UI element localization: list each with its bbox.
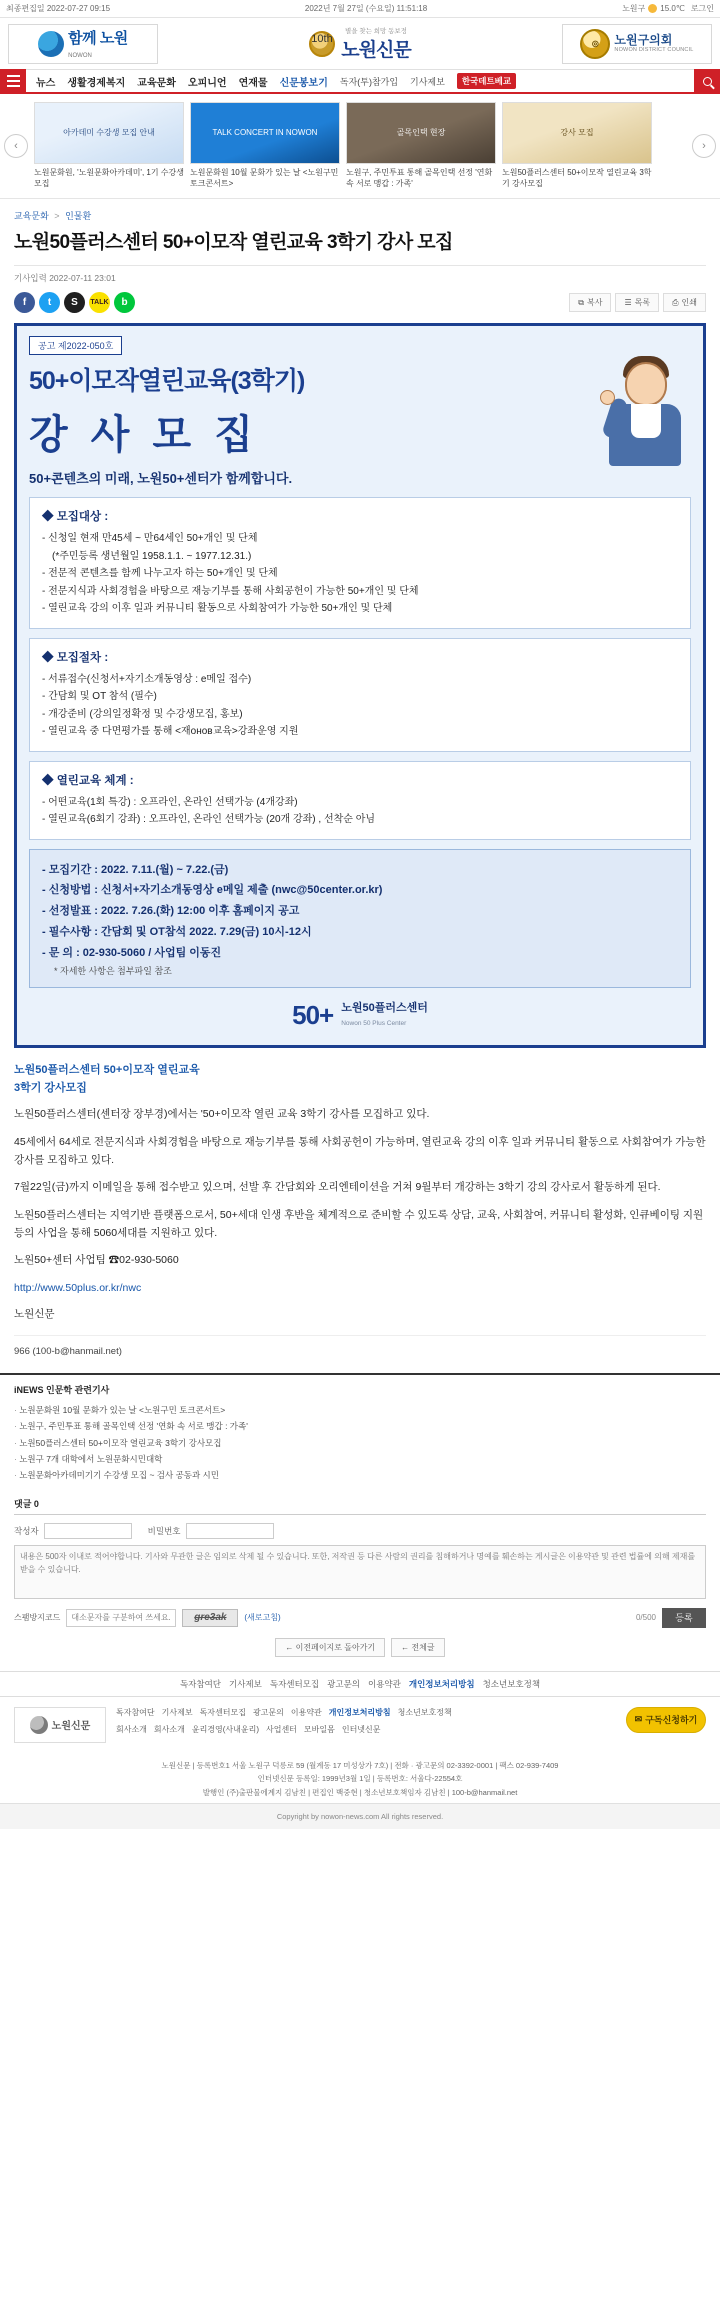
footer-link-ethics[interactable]: 윤리경영(사내윤리) <box>191 1724 259 1734</box>
article-lead <box>14 1062 706 1097</box>
captcha-refresh-link[interactable]: (새로고침) <box>244 1613 281 1623</box>
back-to-previous-link[interactable]: ← 이전페이지로 돌아가기 <box>275 1638 385 1657</box>
subscribe-button-label: 구독신청하기 <box>645 1715 698 1726</box>
address-line: 발행인 (주)출판물에계지 김남친 | 편집인 백중현 | 청소년보호책임자 김남친 | 100-b@hanmail.net <box>202 1787 518 1797</box>
address-line: 노원신문 | 등록번호1 서울 노원구 덕릉로 59 (월계동 17 미성상가 7호) | 전화 · 광고문의 02-3392-0001 | 팩스 02-939-7409 <box>161 1760 559 1770</box>
list-button-label: 목록 <box>634 298 651 308</box>
nav-subscribe[interactable]: 독자(투)참가입 <box>339 76 399 87</box>
section-line: - 개강준비 (강의일정확정 및 수강생모집, 홍보) <box>42 708 243 720</box>
section-heading: ◆ 열린교육 체계 : <box>42 772 678 788</box>
fifty-plus-mark: 50+ <box>292 1000 334 1031</box>
nowon-logo-sub: NOWON <box>68 53 92 59</box>
article-lead-line2: 3학기 강사모집 <box>14 1081 87 1094</box>
copy-button-label: 복사 <box>587 298 603 308</box>
list-item[interactable]: · 노원문화아카데미기기 수강생 모집 ~ 검사 공동과 시민 <box>14 1467 706 1483</box>
council-emblem-icon: ◎ <box>580 29 610 59</box>
article-paragraph: 45세에서 64세로 전문지식과 사회경험을 바탕으로 재능기부를 통해 사회공헌이 가능하며, 열린교육 강의 이후 일과 커뮤니티 활동으로 사회참여가 가능한 강사를 모집하고 있다. <box>14 1135 706 1166</box>
instructor-illustration <box>589 354 685 474</box>
share-buttons <box>14 292 135 313</box>
nav-opinion[interactable]: 오피니언 <box>187 77 227 89</box>
section-line: - 열린교육 중 다면평가를 통해 <재онов교육>강좌운영 지원 <box>42 726 299 738</box>
section-heading: ◆ 모집절차 : <box>42 649 678 665</box>
paper-tagline: 별을 찾는 희망 동보정 <box>345 27 407 35</box>
comment-submit-button[interactable]: 등록 <box>662 1608 706 1628</box>
paper-title: 노원신문 <box>341 39 411 61</box>
carousel-thumbnail: TALK CONCERT IN NOWON <box>190 102 340 164</box>
article-lead-line1: 노원50플러스센터 50+이모작 열린교육 <box>14 1064 200 1077</box>
footer-link-center-2[interactable]: 독자센터모집 <box>199 1707 246 1717</box>
carousel-caption: 노원문화원, '노원문화아카데미', 1기 수강생 모집 <box>34 168 184 188</box>
article-paragraph: 노원50플러스센터는 지역기반 플랫폼으로서, 50+세대 인생 후반을 체계적으로 준비할 수 있도록 상담, 교육, 사회참여, 커뮤니티 활성화, 인큐베이팅 지원 등의 사업을 통해 5060세대를 지원하고 있다. <box>14 1208 704 1240</box>
schedule-line: - 모집기간 : 2022. 7.11.(월) ~ 7.22.(금) <box>42 863 229 876</box>
council-title-en: NOWON DISTRICT COUNCIL <box>614 47 694 54</box>
section-line: - 간담회 및 OT 참석 (필수) <box>42 691 157 703</box>
captcha-label: 스팸방지코드 <box>14 1613 61 1623</box>
author-email[interactable]: 966 (100-b@hanmail.net) <box>14 1335 706 1357</box>
breadcrumb: 교육문화 > 인물환 <box>14 211 92 221</box>
nav-education-culture[interactable]: 교육문화 <box>137 77 176 89</box>
footer-link-internet-news[interactable]: 인터넷신문 <box>341 1724 381 1734</box>
sun-icon <box>648 4 657 13</box>
carousel-caption: 노원구, 주민투표 통해 골목인택 선정 '연화 속 서로 맹갑 : 가족' <box>346 168 493 188</box>
global-navigation <box>0 70 720 94</box>
article-container <box>0 199 720 1357</box>
print-button[interactable] <box>663 293 706 312</box>
section-line: - 전문적 콘텐츠를 함께 나누고자 하는 50+개인 및 단체 <box>42 568 278 580</box>
illustration-shirt <box>631 404 661 438</box>
footer-link-privacy-2[interactable]: 개인정보처리방침 <box>328 1707 391 1717</box>
poster-section-system <box>29 761 691 840</box>
captcha-image: gre3ak <box>182 1609 238 1627</box>
article-url[interactable]: http://www.50plus.or.kr/nwc <box>14 1281 142 1294</box>
footer-link-terms-2[interactable]: 이용약관 <box>290 1707 322 1717</box>
article-byline: 기사입력 2022-07-11 23:01 <box>14 265 706 284</box>
related-articles <box>0 1373 720 1497</box>
comment-password-input[interactable] <box>186 1523 274 1539</box>
footer-logo[interactable] <box>14 1707 106 1743</box>
list-icon: ☰ <box>624 298 632 308</box>
footer-links-row <box>116 1707 616 1718</box>
list-item[interactable]: · 노원문화원 10월 문화가 있는 날 <노원구민 토크콘서트> <box>14 1402 706 1418</box>
section-line: - 서류접수(신청서+자기소개동영상 : e메일 접수) <box>42 673 252 685</box>
nav-badge[interactable]: 한국데트베교 <box>457 73 516 89</box>
carousel-caption: 노원50플러스센터 50+이모작 열린교육 3학기 강사모집 <box>502 168 652 188</box>
footer-address <box>0 1753 720 1804</box>
poster-title-line2: 강 사 모 집 <box>29 413 259 458</box>
printer-icon: ⎙ <box>672 297 679 307</box>
twitter-share-button[interactable]: t <box>39 292 60 313</box>
nowon-mark-icon <box>38 31 64 57</box>
article-paragraph: 7월22일(금)까지 이메일을 통해 접수받고 있으며, 선발 후 간담회와 오리엔테이션을 거쳐 9월부터 개강하는 3학기 강의 강사로서 활동하게 된다. <box>14 1181 661 1194</box>
footer-logo-icon <box>30 1716 48 1734</box>
section-line: - 신청일 현재 만45세 ~ 만64세인 50+개인 및 단체 <box>42 533 258 545</box>
illustration-hand <box>600 390 615 405</box>
section-line: - 열린교육(6회기 강좌) : 오프라인, 온라인 선택가능 (20개 강좌) , 선착순 아님 <box>42 814 376 826</box>
page-title: 노원50플러스센터 50+이모작 열린교육 3학기 강사 모집 <box>14 232 453 253</box>
copy-icon: ⧉ <box>578 297 585 307</box>
poster-footer-logo <box>29 1000 691 1031</box>
comment-password-label: 비밀번호 <box>147 1525 181 1536</box>
band-share-button[interactable]: b <box>114 292 135 313</box>
breadcrumb-item-category[interactable]: 교육문화 <box>14 211 49 221</box>
anniversary-icon: 10th <box>309 31 335 57</box>
footer-menu <box>0 1671 720 1697</box>
captcha-input[interactable] <box>66 1609 176 1627</box>
weather-temperature: 15.0℃ <box>660 4 685 13</box>
chevron-left-icon[interactable]: ‹ <box>4 134 28 158</box>
footer-link-reader-2[interactable]: 독자참여단 <box>116 1707 155 1717</box>
section-line: - 열린교육 강의 이후 일과 커뮤니티 활동으로 사회참여가 가능한 50+개인 및 단체 <box>42 603 393 615</box>
footer-links-row-2 <box>116 1724 616 1735</box>
nav-news[interactable]: 뉴스 <box>36 77 56 89</box>
nav-report-news[interactable]: 기사제보 <box>410 76 445 87</box>
related-heading: iNEWS 인문학 관련기사 <box>14 1385 110 1396</box>
list-button[interactable] <box>615 293 659 312</box>
hamburger-icon[interactable] <box>0 69 26 93</box>
comment-name-input[interactable] <box>44 1523 132 1539</box>
article-tools <box>569 293 706 312</box>
gnb-items <box>26 73 694 89</box>
footer-link-business[interactable]: 사업센터 <box>266 1724 297 1734</box>
carousel-thumbnail: 강사 모집 <box>502 102 652 164</box>
carousel-card[interactable] <box>346 102 496 190</box>
last-edit-date: 최종편집일 2022-07-27 09:15 <box>6 4 111 13</box>
poster-title-line1: 50+이모작열린교육(3학기) <box>29 367 305 396</box>
schedule-note: * 자세한 사항은 첨부파일 참조 <box>54 966 172 977</box>
nowon-district-logo[interactable] <box>8 24 158 64</box>
carousel-thumbnail: 골목인택 현장 <box>346 102 496 164</box>
comment-heading: 댓글 0 <box>14 1497 706 1515</box>
footer-link-center[interactable]: 독자센터모집 <box>269 1678 320 1689</box>
illustration-head <box>625 362 667 406</box>
logo-band <box>0 18 720 70</box>
share-row <box>14 292 706 313</box>
footer-link-company[interactable]: 회사소개 <box>153 1724 185 1734</box>
poster-notice-number: 공고 제2022-050호 <box>29 336 122 355</box>
list-item[interactable]: · 노원구, 주민투표 통해 골목인택 선정 '연화 속 서로 맹갑 : 가족' <box>14 1418 706 1434</box>
carousel-card[interactable] <box>502 102 652 190</box>
kakaostory-share-button[interactable]: S <box>64 292 85 313</box>
carousel-caption: 노원문화원 10월 문화가 있는 날 <노원구민 토크콘서트> <box>190 168 339 188</box>
schedule-line: - 문 의 : 02-930-5060 / 사업팀 이동진 <box>42 947 222 960</box>
mail-icon: ✉ <box>634 1714 643 1725</box>
featured-carousel <box>0 94 720 199</box>
section-line: (*주민등록 생년월일 1958.1.1. ~ 1977.12.31.) <box>52 550 252 562</box>
center-name-en: Nowon 50 Plus Center <box>341 1019 407 1027</box>
footer-link-ads[interactable]: 광고문의 <box>327 1678 360 1689</box>
footer-logo-text: 노원신문 <box>51 1721 91 1733</box>
copy-button[interactable] <box>569 293 611 312</box>
subscribe-button[interactable] <box>626 1707 706 1733</box>
footer-link-report-2[interactable]: 기사제보 <box>161 1707 193 1717</box>
poster-image <box>14 323 706 1048</box>
chevron-right-icon[interactable]: › <box>692 134 716 158</box>
footer <box>0 1697 720 1753</box>
facebook-share-button[interactable]: f <box>14 292 35 313</box>
article-contact: 노원50+센터 사업팀 ☎02-930-5060 <box>14 1254 179 1267</box>
carousel-card[interactable] <box>34 102 184 190</box>
nav-series[interactable]: 연재물 <box>238 77 268 89</box>
login-link[interactable]: 로그인 <box>690 4 714 13</box>
list-item[interactable]: · 노원50플러스센터 50+이모작 열린교육 3학기 강사모집 <box>14 1435 706 1451</box>
breadcrumb-item-subcategory[interactable]: 인물환 <box>65 211 92 221</box>
carousel-card[interactable] <box>190 102 340 190</box>
address-line: 인터넷신문 등록일: 1999년3월 1일 | 등록번호: 서울다-22554호 <box>257 1774 463 1784</box>
poster-section-process <box>29 638 691 752</box>
footer-link-ads-2[interactable]: 광고문의 <box>252 1707 284 1717</box>
footer-link-reader[interactable]: 독자참여단 <box>179 1678 221 1689</box>
weather-region: 노원구 <box>622 4 646 13</box>
section-line: - 전문지식과 사회경험을 바탕으로 재능기부를 통해 사회공헌이 가능한 50+개인 및 단체 <box>42 585 419 597</box>
center-name-kr: 노원50플러스센터 <box>341 1001 428 1014</box>
full-list-link[interactable]: ← 전체글 <box>391 1638 444 1657</box>
list-item[interactable]: · 노원구 7개 대학에서 노원문화시민대학 <box>14 1451 706 1467</box>
footer-link-privacy[interactable]: 개인정보처리방침 <box>408 1678 475 1689</box>
nowon-logo-text: 함께 노원 <box>68 30 128 47</box>
site-logo[interactable] <box>166 26 554 62</box>
poster-section-schedule <box>29 849 691 988</box>
footer-link-mobile[interactable]: 모바일몸 <box>303 1724 335 1734</box>
nav-paper-view[interactable]: 신문봉보기 <box>279 77 328 89</box>
comment-section <box>0 1497 720 1671</box>
kakaotalk-share-button[interactable]: TALK <box>89 292 110 313</box>
poster-section-target <box>29 497 691 629</box>
footer-link-about[interactable]: 회사소개 <box>116 1724 147 1734</box>
section-heading: ◆ 모집대상 : <box>42 508 678 524</box>
article-signature: 노원신문 <box>14 1308 55 1321</box>
utility-bar <box>0 0 720 18</box>
char-counter: 0/500 <box>635 1613 656 1623</box>
nav-life-economy-welfare[interactable]: 생활경제복지 <box>67 77 126 89</box>
section-line: - 어떤교육(1회 특강) : 오프라인, 온라인 선택가능 (4개강좌) <box>42 796 298 808</box>
print-button-label: 인쇄 <box>681 298 697 308</box>
schedule-line: - 필수사항 : 간담회 및 OT참석 2022. 7.29(금) 10시-12시 <box>42 926 312 939</box>
council-title: 노원구의회 <box>614 33 673 47</box>
schedule-line: - 선정발표 : 2022. 7.26.(화) 12:00 이후 홈페이지 공고 <box>42 905 300 918</box>
current-datetime: 2022년 7월 27일 (수요일) 11:51:18 <box>304 4 428 13</box>
carousel-thumbnail: 아카데미 수강생 모집 안내 <box>34 102 184 164</box>
footer-link-youth[interactable]: 청소년보호정책 <box>482 1678 541 1689</box>
article-paragraph: 노원50플러스센터(센터장 장부경)에서는 '50+이모작 열린 교육 3학기 강사를 모집하고 있다. <box>14 1108 430 1121</box>
article-body <box>14 1062 706 1357</box>
weather-widget[interactable] <box>622 3 685 14</box>
comment-name-label: 작성자 <box>14 1525 39 1536</box>
comment-textarea[interactable] <box>14 1545 706 1599</box>
council-logo[interactable] <box>562 24 712 64</box>
schedule-line: - 신청방법 : 신청서+자기소개동영상 e메일 제출 (nwc@50center.or.kr) <box>42 884 383 897</box>
copyright: Copyright by nowon-news.com All rights reserved. <box>0 1803 720 1829</box>
footer-link-terms[interactable]: 이용약관 <box>368 1678 401 1689</box>
footer-link-youth-2[interactable]: 청소년보호정책 <box>397 1707 452 1717</box>
footer-link-report[interactable]: 기사제보 <box>229 1678 262 1689</box>
poster-tagline: 50+콘텐츠의 미래, 노원50+센터가 함께합니다. <box>29 471 293 487</box>
search-icon[interactable] <box>694 69 720 93</box>
